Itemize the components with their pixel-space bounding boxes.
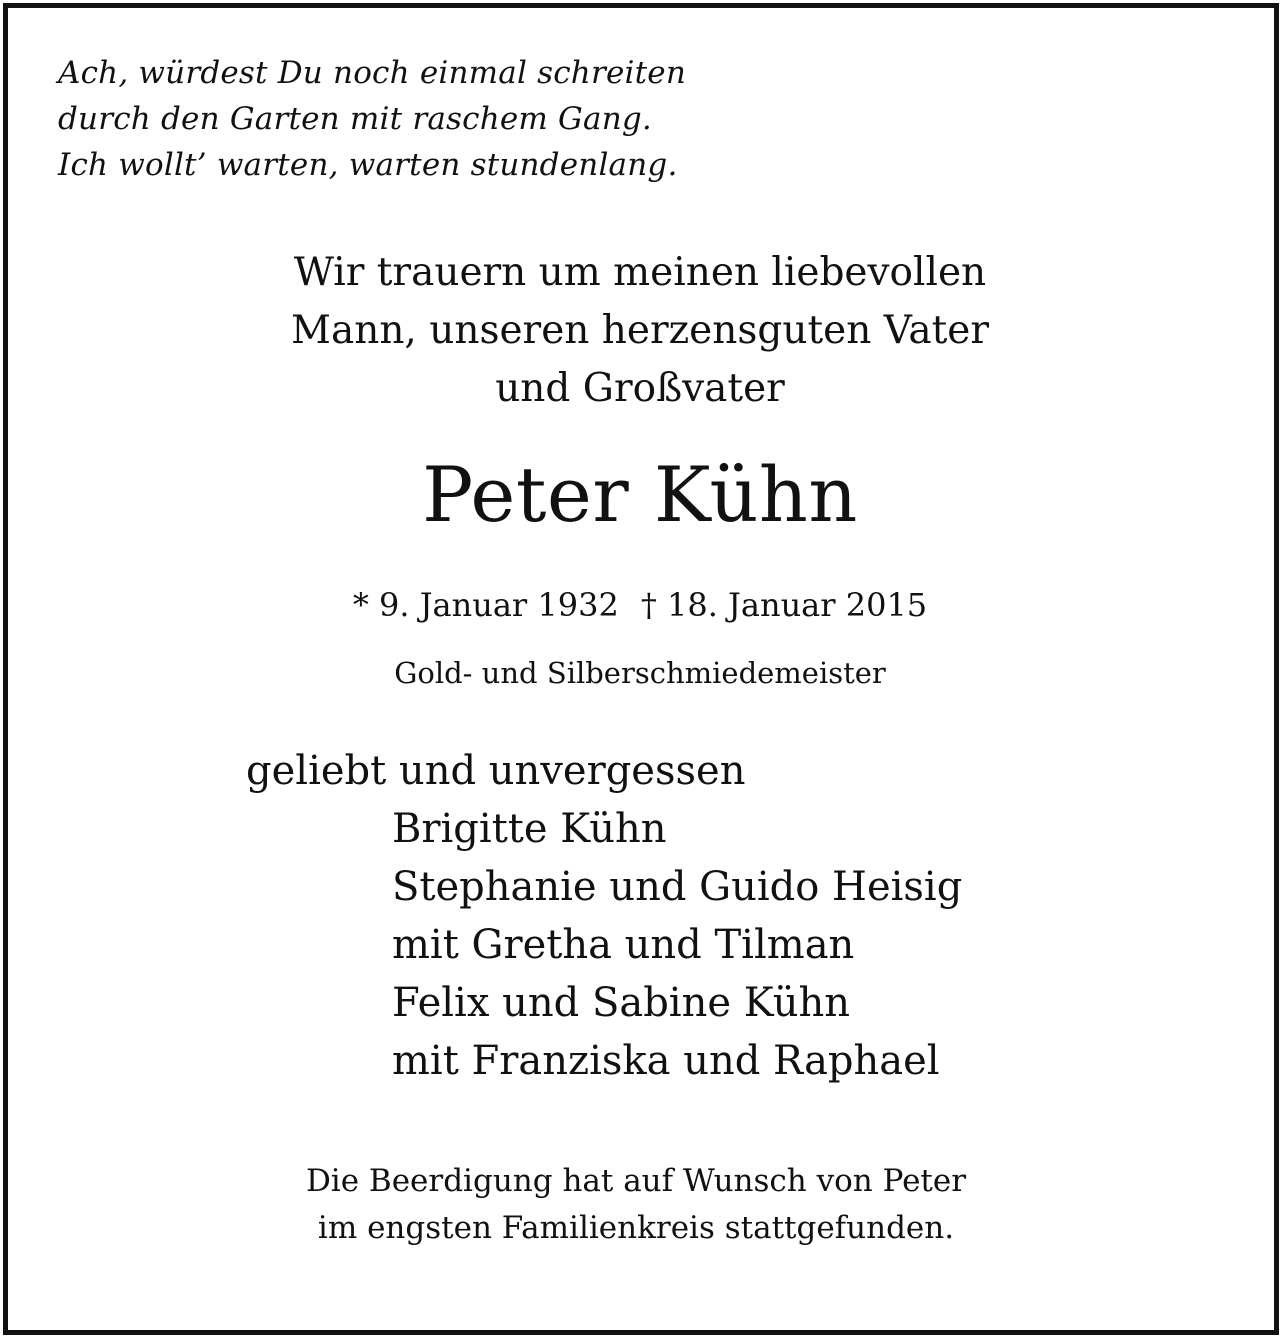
birth-date: * 9. Januar 1932 <box>352 586 619 624</box>
intro-line: und Großvater <box>495 366 785 411</box>
intro-line: Wir trauern um meinen liebevollen <box>293 250 987 295</box>
poem-line: Ich wollt’ warten, warten stundenlang. <box>58 147 678 183</box>
funeral-line: im engsten Familienkreis stattgefunden. <box>317 1210 955 1246</box>
mourner-name: Brigitte Kühn <box>392 806 667 852</box>
death-date: † 18. Januar 2015 <box>640 586 928 624</box>
mourners-list <box>246 800 962 1090</box>
poem-line: Ach, würdest Du noch einmal schreiten <box>58 55 686 91</box>
intro-line: Mann, unseren herzensguten Vater <box>291 308 989 353</box>
mourners-block <box>246 742 962 1090</box>
mourners-lead: geliebt und unvergessen <box>246 748 746 794</box>
life-dates <box>0 580 1280 630</box>
funeral-line: Die Beerdigung hat auf Wunsch von Peter <box>305 1163 967 1199</box>
mourning-intro <box>0 244 1280 418</box>
mourner-name: mit Franziska und Raphael <box>392 1038 940 1084</box>
poem-verse <box>58 50 686 188</box>
mourner-name: Stephanie und Guido Heisig <box>392 864 963 910</box>
funeral-notice <box>0 1158 1272 1252</box>
mourner-name: Felix und Sabine Kühn <box>392 980 851 1026</box>
deceased-name: Peter Kühn <box>422 450 858 539</box>
mourner-name: mit Gretha und Tilman <box>392 922 855 968</box>
poem-line: durch den Garten mit raschem Gang. <box>58 101 652 137</box>
occupation: Gold- und Silberschmiedemeister <box>394 656 886 690</box>
